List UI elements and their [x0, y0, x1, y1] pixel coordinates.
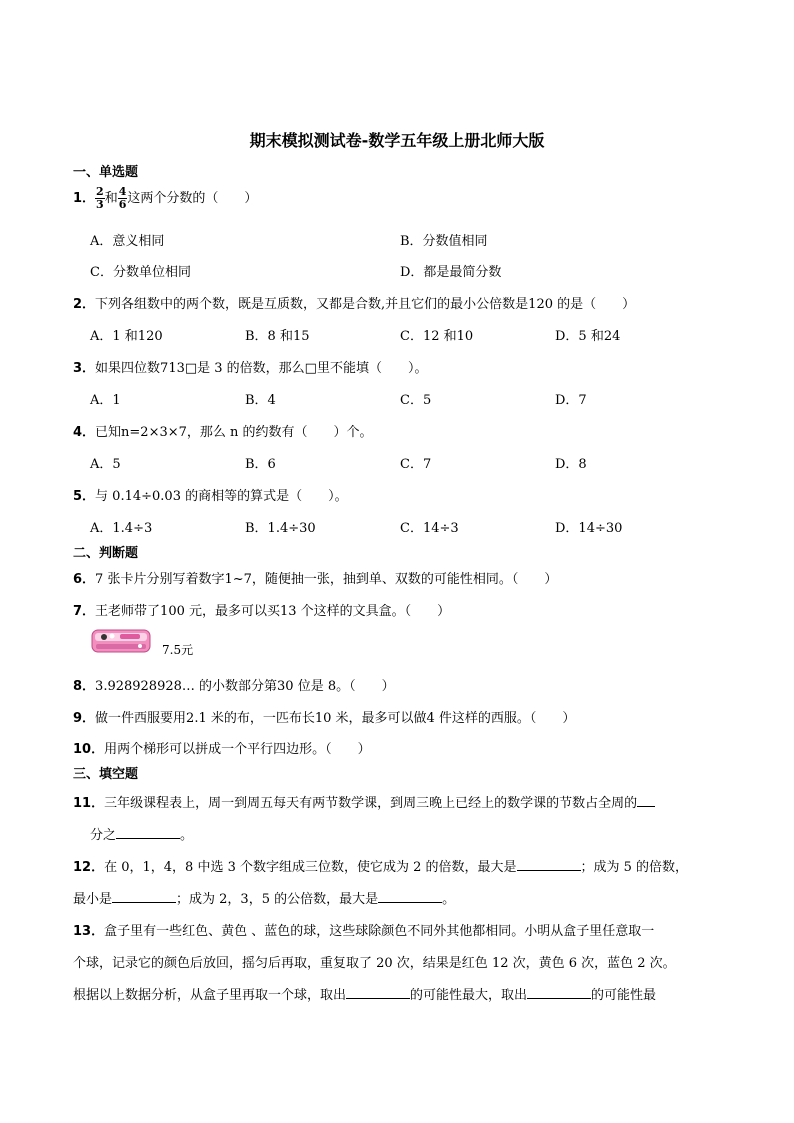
- question-8: 8．3.928928928… 的小数部分第30 位是 8。（ ）: [73, 679, 395, 694]
- answer-blank[interactable]: [116, 826, 180, 839]
- question-number: 6．: [73, 572, 96, 587]
- answer-blank[interactable]: [527, 986, 591, 999]
- question-9: 9．做一件西服要用2.1 米的布，一匹布长10 米，最多可以做4 件这样的西服。（ ）: [73, 711, 576, 726]
- answer-blank[interactable]: [637, 794, 655, 807]
- answer-blank[interactable]: [517, 858, 581, 871]
- fraction-2-3: $\frac{2}{3}$: [96, 185, 104, 211]
- option-b[interactable]: B．1.4÷30: [245, 521, 316, 536]
- option-d[interactable]: D．14÷30: [555, 521, 623, 536]
- question-13-line-3: 根据以上数据分析，从盒子里再取一个球，取出 的可能性最大，取出 的可能性最: [73, 988, 657, 1003]
- fraction-4-6: $\frac{4}{6}$: [118, 185, 127, 211]
- option-b[interactable]: B．6: [245, 457, 276, 472]
- option-c[interactable]: C．5: [400, 393, 432, 408]
- option-d[interactable]: D．7: [555, 393, 587, 408]
- question-number: 4．: [73, 425, 96, 440]
- question-number: 9．: [73, 711, 96, 726]
- answer-blank[interactable]: [346, 986, 410, 999]
- option-c[interactable]: C．7: [400, 457, 432, 472]
- option-a[interactable]: A．5: [90, 457, 121, 472]
- section-heading-single-choice: 一、单选题: [73, 165, 139, 180]
- option-b[interactable]: B．4: [245, 393, 276, 408]
- question-2: 2．下列各组数中的两个数，既是互质数，又都是合数,并且它们的最小公倍数是120 的是（ ）: [73, 297, 636, 312]
- question-number: 2．: [73, 297, 96, 312]
- question-12: 12．在 0，1，4，8 中选 3 个数字组成三位数，使它成为 2 的倍数，最大是 ；成为 5 的倍数，: [73, 860, 689, 875]
- option-a[interactable]: A．1: [90, 393, 121, 408]
- question-7: 7．王老师带了100 元，最多可以买13 个这样的文具盒。（ ）: [73, 604, 451, 619]
- option-c[interactable]: C．分数单位相同: [90, 265, 191, 280]
- question-number: 13．: [73, 924, 105, 939]
- answer-blank[interactable]: [378, 890, 442, 903]
- question-6: 6．7 张卡片分别写着数字1~7，随便抽一张，抽到单、双数的可能性相同。（ ）: [73, 572, 558, 587]
- section-heading-true-false: 二、判断题: [73, 546, 139, 561]
- question-number: 12．: [73, 860, 105, 875]
- question-number: 11．: [73, 796, 105, 811]
- question-3: 3．如果四位数713□是 3 的倍数，那么□里不能填（ ）。: [73, 361, 428, 376]
- price-label: 7.5元: [162, 643, 194, 657]
- question-12-line-2: 最小是 ；成为 2，3，5 的公倍数，最大是 。: [73, 892, 456, 907]
- option-a[interactable]: A．1 和120: [90, 329, 163, 344]
- option-a[interactable]: A．意义相同: [90, 234, 165, 249]
- question-10: 10．用两个梯形可以拼成一个平行四边形。（ ）: [73, 742, 371, 757]
- section-heading-fill-blank: 三、填空题: [73, 767, 139, 782]
- option-a[interactable]: A．1.4÷3: [90, 521, 153, 536]
- question-number: 7．: [73, 604, 96, 619]
- question-number: 3．: [73, 361, 96, 376]
- question-1: 1． $\frac{2}{3}$ 和 $\frac{4}{6}$ 这两个分数的（ ）: [73, 185, 258, 211]
- option-d[interactable]: D．都是最简分数: [400, 265, 502, 280]
- option-d[interactable]: D．8: [555, 457, 587, 472]
- question-number: 10．: [73, 742, 105, 757]
- answer-blank[interactable]: [112, 890, 176, 903]
- page-title: 期末模拟测试卷-数学五年级上册北师大版: [249, 131, 545, 150]
- question-number: 8．: [73, 679, 96, 694]
- question-4: 4．已知n=2×3×7，那么 n 的约数有（ ）个。: [73, 425, 373, 440]
- option-b[interactable]: B．分数值相同: [400, 234, 488, 249]
- question-11-line-2: 分之 。: [90, 828, 194, 843]
- question-number: 1．: [73, 191, 96, 206]
- option-b[interactable]: B．8 和15: [245, 329, 310, 344]
- pencil-case-image: [90, 624, 154, 658]
- option-c[interactable]: C．14÷3: [400, 521, 459, 536]
- option-d[interactable]: D．5 和24: [555, 329, 621, 344]
- question-13: 13．盒子里有一些红色、黄色 、蓝色的球，这些球除颜色不同外其他都相同。小明从盒子里任意取一: [73, 924, 655, 939]
- question-13-line-2: 个球，记录它的颜色后放回，摇匀后再取，重复取了 20 次，结果是红色 12 次，黄色 6 次，蓝色 2 次。: [73, 956, 676, 971]
- question-11: 11．三年级课程表上，周一到周五每天有两节数学课，到周三晚上已经上的数学课的节数占全周的: [73, 792, 655, 811]
- question-5: 5．与 0.14÷0.03 的商相等的算式是（ ）。: [73, 489, 348, 504]
- question-number: 5．: [73, 489, 96, 504]
- option-c[interactable]: C．12 和10: [400, 329, 474, 344]
